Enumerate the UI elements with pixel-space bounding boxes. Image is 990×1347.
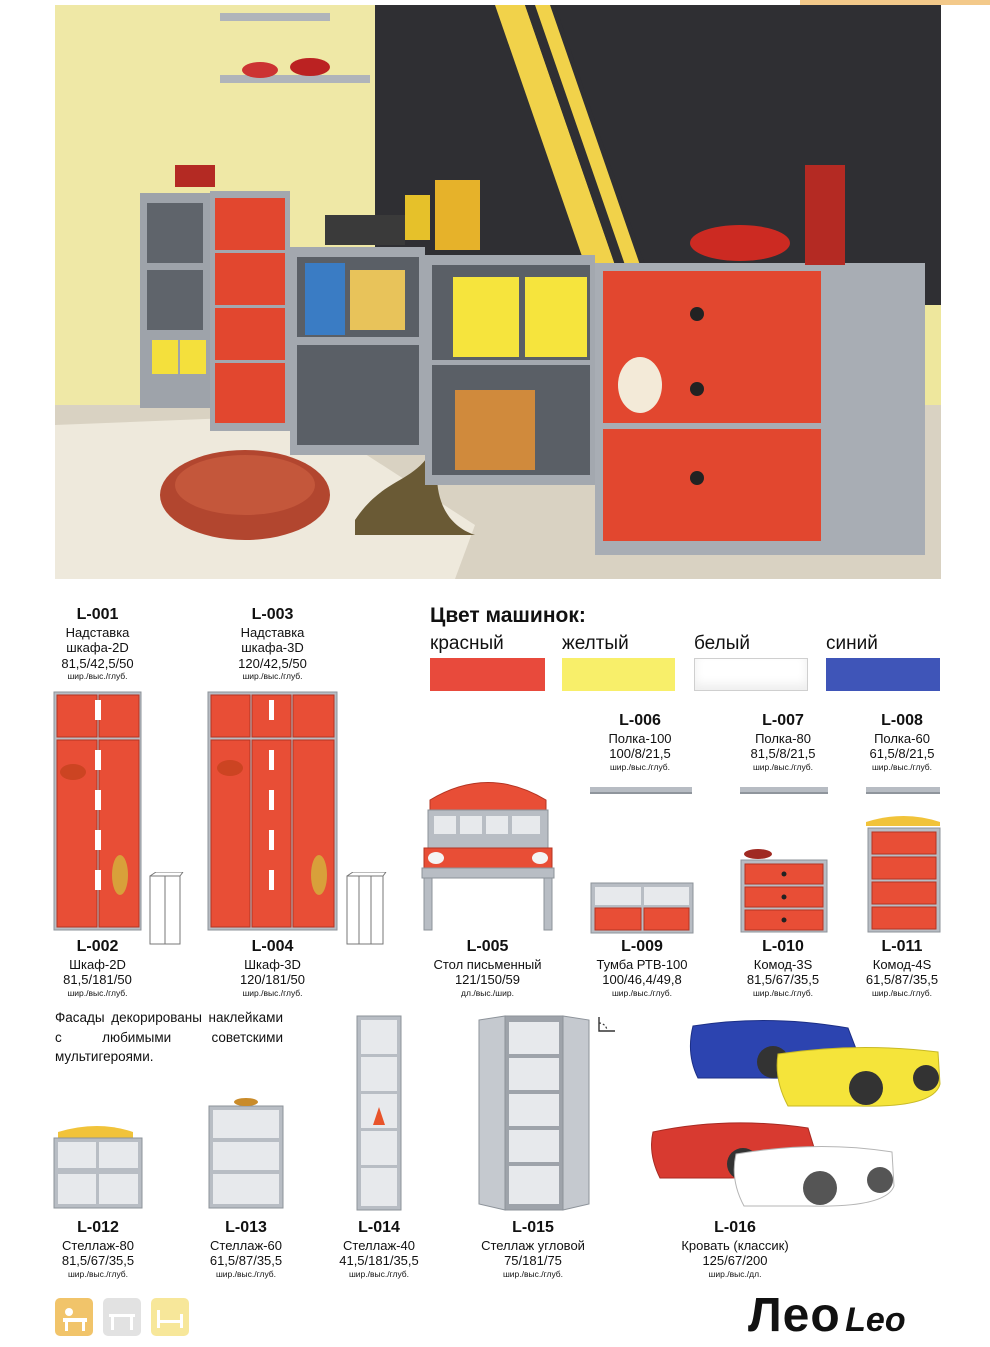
product-l-012[interactable] (52, 1219, 144, 1279)
product-code: L-007 (762, 712, 804, 729)
product-dims: 81,5/8/21,5 (750, 746, 816, 762)
product-dims: 81,5/67/35,5 (61, 1253, 135, 1269)
product-code: L-004 (251, 938, 294, 955)
tv-stand-image (590, 882, 694, 934)
color-swatch-white[interactable] (694, 658, 808, 691)
product-l-010[interactable] (733, 938, 833, 998)
product-name: Стол письменный (433, 956, 542, 972)
product-l-011[interactable] (852, 938, 952, 998)
corner-rack-image (477, 1014, 591, 1212)
product-code: L-005 (466, 938, 509, 955)
product-name: Кровать (классик) (681, 1237, 789, 1253)
product-dims: 75/181/75 (504, 1253, 562, 1269)
product-name: Тумба РТВ-100 (596, 956, 688, 972)
wardrobe-2d-sketch (148, 872, 184, 946)
product-name: Надставка шкафа-3D (240, 624, 305, 656)
product-dims: 125/67/200 (702, 1253, 768, 1269)
color-swatch-blue[interactable] (826, 658, 940, 691)
product-dims-unit: шир./выс./глуб. (871, 761, 933, 772)
product-name: Стеллаж-40 (343, 1237, 415, 1253)
product-dims: 120/42,5/50 (238, 655, 307, 671)
product-code: L-010 (762, 938, 804, 955)
product-dims-unit: шир./выс./глуб. (871, 987, 933, 998)
product-dims: 120/181/50 (239, 972, 306, 988)
product-name: Стеллаж угловой (481, 1237, 585, 1253)
product-dims-unit: шир./выс./глуб. (67, 1268, 129, 1279)
product-l-013[interactable] (200, 1219, 292, 1279)
wardrobe-3d-image (207, 690, 339, 932)
product-dims-unit: шир./выс./глуб. (609, 761, 671, 772)
product-l-006[interactable] (590, 712, 690, 772)
product-dims: 41,5/181/35,5 (339, 1253, 419, 1269)
product-code: L-013 (225, 1219, 267, 1236)
product-l-005[interactable] (420, 938, 555, 998)
product-l-004[interactable] (230, 938, 315, 998)
wardrobe-2d-image (53, 690, 143, 932)
product-code: L-003 (251, 606, 294, 623)
chest-4s-image (864, 812, 942, 934)
product-l-009[interactable] (588, 938, 696, 998)
product-dims: 81,5/67/35,5 (746, 972, 820, 988)
desk-icon[interactable] (103, 1298, 141, 1336)
product-name: Шкаф-2D (69, 956, 126, 972)
product-code: L-014 (358, 1219, 400, 1236)
product-name: Шкаф-3D (244, 956, 301, 972)
product-l-016[interactable] (675, 1219, 795, 1279)
product-dims: 100/8/21,5 (609, 746, 671, 762)
product-dims-unit: шир./выс./глуб. (348, 1268, 410, 1279)
kids-room-illustration (55, 5, 941, 579)
product-dims: 81,5/42,5/50 (61, 655, 134, 671)
desk-image (420, 770, 556, 932)
product-dims: 81,5/181/50 (63, 972, 132, 988)
color-swatch-yellow[interactable] (562, 658, 675, 691)
product-code: L-016 (714, 1219, 756, 1236)
product-l-002[interactable] (55, 938, 140, 998)
desk-chair-icon[interactable] (55, 1298, 93, 1336)
hero-photo (55, 5, 941, 579)
product-name: Стеллаж-60 (210, 1237, 282, 1253)
product-code: L-011 (881, 938, 923, 955)
rack-80-image (53, 1122, 143, 1210)
rack-60-image (208, 1096, 284, 1210)
product-dims-unit: шир./выс./глуб. (242, 987, 303, 998)
product-code: L-001 (76, 606, 119, 623)
product-dims-unit: шир./выс./глуб. (67, 987, 128, 998)
product-name: Надставка шкафа-2D (65, 624, 130, 656)
brand-name-ru: Лео (748, 1289, 841, 1342)
product-code: L-015 (512, 1219, 554, 1236)
product-l-007[interactable] (733, 712, 833, 772)
decor-note: Фасады декорированы наклейками с любимыми советскими мультигероями. (55, 1010, 283, 1065)
product-dims-unit: шир./выс./глуб. (611, 987, 673, 998)
chest-3s-image (740, 848, 828, 934)
product-dims-unit: шир./выс./глуб. (215, 1268, 277, 1279)
bed-icon[interactable] (151, 1298, 189, 1336)
shelf-100-image (590, 787, 692, 794)
product-dims-unit: шир./выс./дл. (708, 1268, 762, 1279)
brand-name-lat: Leo (845, 1301, 906, 1339)
product-name: Комод-3S (753, 956, 813, 972)
product-dims: 61,5/87/35,5 (209, 1253, 283, 1269)
car-color-title: Цвет машинок: (430, 604, 586, 627)
product-dims: 121/150/59 (454, 972, 521, 988)
wardrobe-3d-sketch (345, 872, 387, 946)
product-code: L-002 (76, 938, 119, 955)
product-l-001[interactable] (55, 606, 140, 681)
product-l-014[interactable] (333, 1219, 425, 1279)
product-name: Полка-100 (608, 730, 672, 746)
product-code: L-006 (619, 712, 661, 729)
product-dims-unit: шир./выс./глуб. (752, 987, 814, 998)
product-dims: 100/46,4/49,8 (602, 972, 682, 988)
product-code: L-009 (621, 938, 663, 955)
shelf-80-image (740, 787, 828, 794)
product-dims-unit: дл./выс./шир. (461, 987, 514, 998)
product-dims-unit: шир./выс./глуб. (242, 670, 303, 681)
shelf-60-image (866, 787, 940, 794)
product-name: Комод-4S (872, 956, 932, 972)
product-l-015[interactable] (470, 1219, 596, 1279)
product-l-003[interactable] (230, 606, 315, 681)
rack-40-image (356, 1015, 402, 1211)
car-beds-image (648, 1014, 944, 1214)
product-name: Стеллаж-80 (62, 1237, 134, 1253)
product-code: L-008 (881, 712, 923, 729)
product-name: Полка-60 (874, 730, 930, 746)
product-dims-unit: шир./выс./глуб. (502, 1268, 564, 1279)
product-name: Полка-80 (755, 730, 811, 746)
color-label-white: белый (694, 633, 750, 654)
color-swatch-red[interactable] (430, 658, 545, 691)
product-code: L-012 (77, 1219, 119, 1236)
product-dims-unit: шир./выс./глуб. (67, 670, 128, 681)
product-dims: 61,5/87/35,5 (865, 972, 939, 988)
brand-logo (748, 1288, 906, 1343)
product-dims-unit: шир./выс./глуб. (752, 761, 814, 772)
color-label-yellow: желтый (562, 633, 629, 654)
corner-orientation-icon (596, 1014, 618, 1034)
color-label-red: красный (430, 633, 504, 654)
color-label-blue: синий (826, 633, 878, 654)
product-l-008[interactable] (852, 712, 952, 772)
product-dims: 61,5/8/21,5 (869, 746, 935, 762)
